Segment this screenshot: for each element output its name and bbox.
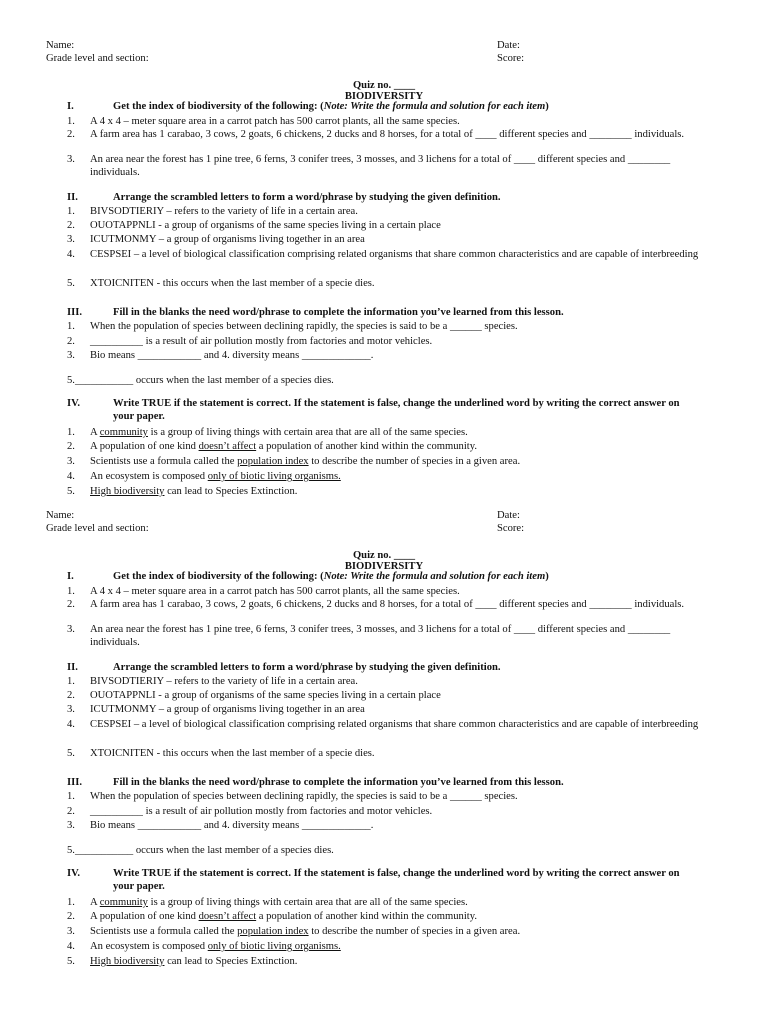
section-1-heading: I. Get the index of biodiversity of the following: (Note: Write the formula and solution for each item) <box>67 101 549 112</box>
score-label: Score: <box>497 53 525 64</box>
quiz-number: Quiz no. ____ <box>352 80 416 91</box>
section-4-heading: IV. Write TRUE if the statement is correct. If the statement is false, change the underlined word by writing the correct answer on your paper. <box>67 868 680 892</box>
grade-section-label: Grade level and section: <box>46 523 149 534</box>
date-label: Date: <box>497 510 520 521</box>
underlined-term: only of biotic living organisms. <box>207 471 341 482</box>
section-3-extra-item: 5.___________ occurs when the last member of a species dies. <box>67 375 334 386</box>
section-1-note: Note: Write the formula and solution for each item <box>323 101 546 112</box>
score-label: Score: <box>497 523 525 534</box>
quiz-subject: BIODIVERSITY <box>344 561 424 572</box>
section-1-note: Note: Write the formula and solution for each item <box>323 571 546 582</box>
underlined-term: population index <box>237 456 309 467</box>
quiz-sheet-1: Name: Grade level and section: Date: Score: Quiz no. ____ BIODIVERSITY I. Get the index of biodiversity of the following: (Note: Write the formula and solution for each item) 1. A 4 x 4 – meter square area in a carrot patch has 500 carrot plants, all the same species. 2. A farm area has 1 carabao, 3 cows, 2 goats, 6 chickens, 2 ducks and 8 horses, for a total of ____ different species and ________ individuals. 3. An area near the forest has 1 pine tree, 6 ferns, 3 conifer trees, 3 mosses, and 3 lichens for a total of ____ different species and ________ individuals. II. Arrange the scrambled letters to form a word/phrase by studying the given definition. 1. BIVSODTIERIY – refers to the variety of life in a certain area. 2. OUOTAPPNLI - a group of organisms of the same species living in a certain place 3. ICUTMONMY – a group of organisms living together in an area 4. CESPSEI – a level of biological classification comprising related organisms that share common characteristics and are capable of interbreeding 5. XTOICNITEN - this occurs when the last member of a specie dies. III. Fill in the blanks the need word/phrase to complete the information you’ve learned from this lesson. 1. When the population of species between declining rapidly, the species is said to be a ______ species. 2. __________ is a result of air pollution mostly from factories and motor vehicles. 3. Bio means ____________ and 4. diversity means _____________. 5.___________ occurs when the last member of a species dies. IV. Write TRUE if the statement is correct. If the statement is false, change the underlined word by writing the correct answer on your paper. 1. A community is a group of living things with certain area that are all of the same species. 2. A population of one kind doesn’t affect a population of another kind within the community. 3. Scientists use a formula called the population index to describe the number of species in a given area. 4. An ecosystem is composed only of biotic living organisms. 5. High biodiversity can lead to Species Extinction. <box>0 36 768 516</box>
underlined-term: only of biotic living organisms. <box>207 941 341 952</box>
underlined-term: doesn’t affect <box>198 911 257 922</box>
section-3-extra-item: 5.___________ occurs when the last member of a species dies. <box>67 845 334 856</box>
quiz-subject: BIODIVERSITY <box>344 91 424 102</box>
underlined-term: community <box>99 427 148 438</box>
section-3-heading: III. Fill in the blanks the need word/phrase to complete the information you’ve learned from this lesson. <box>67 307 564 318</box>
quiz-number: Quiz no. ____ <box>352 550 416 561</box>
name-label: Name: <box>46 510 75 521</box>
section-4-heading: IV. Write TRUE if the statement is correct. If the statement is false, change the underlined word by writing the correct answer on your paper. <box>67 398 680 422</box>
section-1-heading: I. Get the index of biodiversity of the following: (Note: Write the formula and solution for each item) <box>67 571 549 582</box>
date-label: Date: <box>497 40 520 51</box>
section-2-heading: II. Arrange the scrambled letters to form a word/phrase by studying the given definition. <box>67 662 501 673</box>
underlined-term: doesn’t affect <box>198 441 257 452</box>
quiz-sheet-2: Name: Grade level and section: Date: Score: Quiz no. ____ BIODIVERSITY I. Get the index of biodiversity of the following: (Note: Write the formula and solution for each item) 1. A 4 x 4 – meter square area in a carrot patch has 500 carrot plants, all the same species. 2. A farm area has 1 carabao, 3 cows, 2 goats, 6 chickens, 2 ducks and 8 horses, for a total of ____ different species and ________ individuals. 3. An area near the forest has 1 pine tree, 6 ferns, 3 conifer trees, 3 mosses, and 3 lichens for a total of ____ different species and ________ individuals. II. Arrange the scrambled letters to form a word/phrase by studying the given definition. 1. BIVSODTIERIY – refers to the variety of life in a certain area. 2. OUOTAPPNLI - a group of organisms of the same species living in a certain place 3. ICUTMONMY – a group of organisms living together in an area 4. CESPSEI – a level of biological classification comprising related organisms that share common characteristics and are capable of interbreeding 5. XTOICNITEN - this occurs when the last member of a specie dies. III. Fill in the blanks the need word/phrase to complete the information you’ve learned from this lesson. 1. When the population of species between declining rapidly, the species is said to be a ______ species. 2. __________ is a result of air pollution mostly from factories and motor vehicles. 3. Bio means ____________ and 4. diversity means _____________. 5.___________ occurs when the last member of a species dies. IV. Write TRUE if the statement is correct. If the statement is false, change the underlined word by writing the correct answer on your paper. 1. A community is a group of living things with certain area that are all of the same species. 2. A population of one kind doesn’t affect a population of another kind within the community. 3. Scientists use a formula called the population index to describe the number of species in a given area. 4. An ecosystem is composed only of biotic living organisms. 5. High biodiversity can lead to Species Extinction. <box>0 506 768 986</box>
underlined-term: High biodiversity <box>90 956 165 967</box>
grade-section-label: Grade level and section: <box>46 53 149 64</box>
section-2-heading: II. Arrange the scrambled letters to form a word/phrase by studying the given definition. <box>67 192 501 203</box>
underlined-term: population index <box>237 926 309 937</box>
name-label: Name: <box>46 40 75 51</box>
underlined-term: High biodiversity <box>90 486 165 497</box>
section-3-heading: III. Fill in the blanks the need word/phrase to complete the information you’ve learned from this lesson. <box>67 777 564 788</box>
underlined-term: community <box>99 897 148 908</box>
